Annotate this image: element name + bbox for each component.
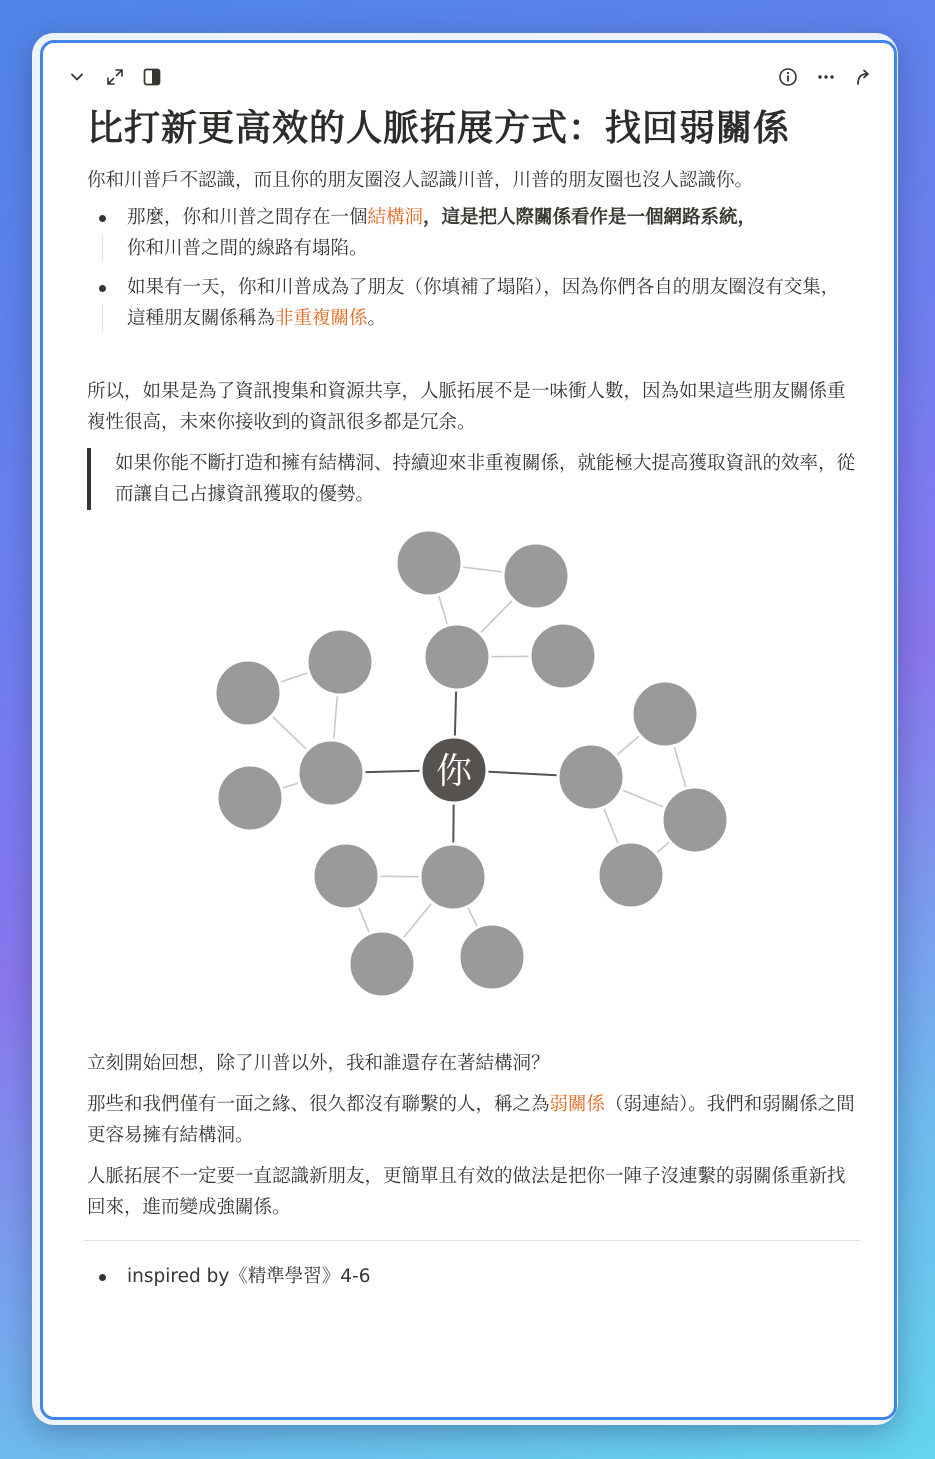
list-item bbox=[87, 202, 857, 264]
expand-icon[interactable] bbox=[103, 65, 127, 89]
list-item bbox=[87, 272, 857, 334]
network-node bbox=[313, 843, 379, 909]
page-card bbox=[40, 40, 897, 1420]
thread-line bbox=[102, 234, 103, 262]
page-title: 比打新更高效的人脈拓展方式：找回弱關係 bbox=[87, 108, 791, 149]
bullet-text: 那麼，你和川普之間存在一個 bbox=[127, 207, 368, 228]
network-node bbox=[424, 624, 490, 690]
footnote-list bbox=[87, 1261, 857, 1292]
paragraph-weak-ties bbox=[87, 1089, 857, 1151]
more-icon[interactable] bbox=[814, 65, 838, 89]
network-node bbox=[503, 543, 569, 609]
paragraph-so: 所以，如果是為了資訊搜集和資源共享，人脈拓展不是一味衝人數，因為如果這些朋友關係重複性很高，未來你接收到的資訊很多都是冗余。 bbox=[87, 381, 846, 433]
sidebar-toggle-icon[interactable] bbox=[140, 65, 164, 89]
network-node bbox=[459, 924, 525, 990]
network-node bbox=[217, 765, 283, 831]
bullet-text: 你和川普之間的線路有塌陷。 bbox=[127, 238, 368, 259]
highlight-term: 弱關係 bbox=[549, 1094, 606, 1115]
bullet-dot bbox=[99, 215, 106, 222]
network-svg bbox=[87, 530, 857, 1020]
paragraph-recall: 立刻開始回想，除了川普以外，我和誰還存在著結構洞？ bbox=[87, 1053, 550, 1074]
bullet-list bbox=[87, 202, 857, 334]
list-item bbox=[87, 1261, 857, 1292]
network-node bbox=[598, 842, 664, 908]
highlight-term: 非重複關係 bbox=[275, 308, 368, 329]
paragraph-text: （弱連結）。我們和弱關係之間更容易擁有結構洞。 bbox=[87, 1094, 855, 1146]
quote-block: 如果你能不斷打造和擁有結構洞、持續迎來非重複關係，就能極大提高獲取資訊的效率，從而讓自己占據資訊獲取的優勢。 bbox=[87, 448, 857, 510]
paragraph-text: 那些和我們僅有一面之緣、很久都沒有聯繫的人，稱之為 bbox=[87, 1094, 550, 1115]
toolbar bbox=[43, 65, 894, 91]
redo-icon[interactable] bbox=[851, 65, 875, 89]
network-node bbox=[349, 931, 415, 997]
network-node bbox=[632, 681, 698, 747]
paragraph-simple: 人脈拓展不一定要一直認識新朋友，更簡單且有效的做法是把你一陣子沒連繫的弱關係重新找回來，進而變成強關係。 bbox=[87, 1166, 846, 1218]
network-node bbox=[530, 623, 596, 689]
info-icon[interactable] bbox=[776, 65, 800, 89]
center-node-label: 你 bbox=[435, 751, 473, 792]
chevron-down-icon[interactable] bbox=[65, 65, 89, 89]
thread-line bbox=[102, 304, 103, 332]
network-node bbox=[298, 740, 364, 806]
network-node bbox=[215, 660, 281, 726]
network-node bbox=[558, 744, 624, 810]
footnote-text: inspired by《精準學習》4-6 bbox=[127, 1266, 371, 1287]
intro-paragraph: 你和川普戶不認識，而且你的朋友圈沒人認識川普，川普的朋友圈也沒人認識你。 bbox=[87, 170, 754, 191]
bullet-dot bbox=[99, 1274, 106, 1281]
bullet-dot bbox=[99, 285, 106, 292]
network-node bbox=[307, 629, 373, 695]
highlight-term: 結構洞 bbox=[367, 207, 424, 228]
bullet-text: 如果有一天，你和川普成為了朋友（你填補了塌陷），因為你們各自的朋友圈沒有交集，這種朋友關係稱為 bbox=[127, 277, 840, 329]
network-node bbox=[662, 787, 728, 853]
network-diagram bbox=[87, 530, 857, 1020]
network-node bbox=[396, 530, 462, 596]
bold-text: ，這是把人際關係看作是一個網路系統， bbox=[423, 207, 757, 228]
divider bbox=[83, 1240, 861, 1241]
page-content bbox=[87, 103, 857, 1300]
bullet-text: 。 bbox=[367, 308, 387, 329]
network-node bbox=[420, 844, 486, 910]
